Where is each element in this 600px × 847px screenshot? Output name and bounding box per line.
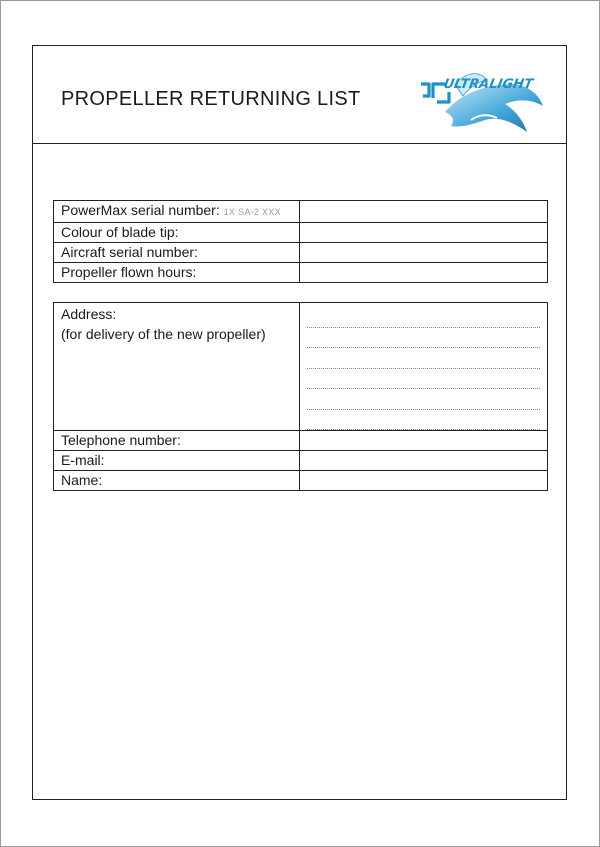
header bbox=[33, 46, 566, 144]
table-row bbox=[54, 303, 548, 431]
serial-format-hint: 1X SA-2 XXX bbox=[223, 207, 281, 217]
powermax-serial-field[interactable] bbox=[300, 201, 548, 223]
address-note: (for delivery of the new propeller) bbox=[61, 326, 266, 342]
address-field[interactable] bbox=[300, 303, 548, 431]
flown-hours-label: Propeller flown hours: bbox=[54, 263, 300, 283]
aircraft-serial-label: Aircraft serial number: bbox=[54, 243, 300, 263]
table-row bbox=[54, 471, 548, 491]
product-info-table bbox=[53, 200, 548, 283]
aircraft-serial-field[interactable] bbox=[300, 243, 548, 263]
table-row bbox=[54, 201, 548, 223]
name-label: Name: bbox=[54, 471, 300, 491]
table-row bbox=[54, 263, 548, 283]
address-line-2[interactable] bbox=[307, 328, 540, 349]
table-row bbox=[54, 431, 548, 451]
delivery-info-table bbox=[53, 302, 548, 491]
email-field[interactable] bbox=[300, 451, 548, 471]
table-row bbox=[54, 243, 548, 263]
address-label-cell bbox=[54, 303, 300, 431]
address-line-5[interactable] bbox=[307, 389, 540, 410]
name-field[interactable] bbox=[300, 471, 548, 491]
address-line-3[interactable] bbox=[307, 348, 540, 369]
form-frame bbox=[32, 45, 567, 800]
blade-tip-colour-field[interactable] bbox=[300, 223, 548, 243]
flown-hours-field[interactable] bbox=[300, 263, 548, 283]
address-line-6[interactable] bbox=[307, 410, 540, 431]
address-line-4[interactable] bbox=[307, 369, 540, 390]
logo-text: ULTRALIGHT bbox=[442, 77, 535, 92]
telephone-field[interactable] bbox=[300, 431, 548, 451]
address-label: Address: bbox=[61, 306, 117, 322]
email-label: E-mail: bbox=[54, 451, 300, 471]
page-title: PROPELLER RETURNING LIST bbox=[61, 88, 361, 110]
table-row bbox=[54, 223, 548, 243]
address-line-1[interactable] bbox=[307, 307, 540, 328]
blade-tip-colour-label: Colour of blade tip: bbox=[54, 223, 300, 243]
telephone-label: Telephone number: bbox=[54, 431, 300, 451]
table-row bbox=[54, 451, 548, 471]
ultralight-logo bbox=[415, 54, 545, 136]
powermax-serial-label: PowerMax serial number: bbox=[61, 202, 220, 218]
row-label bbox=[54, 201, 300, 223]
